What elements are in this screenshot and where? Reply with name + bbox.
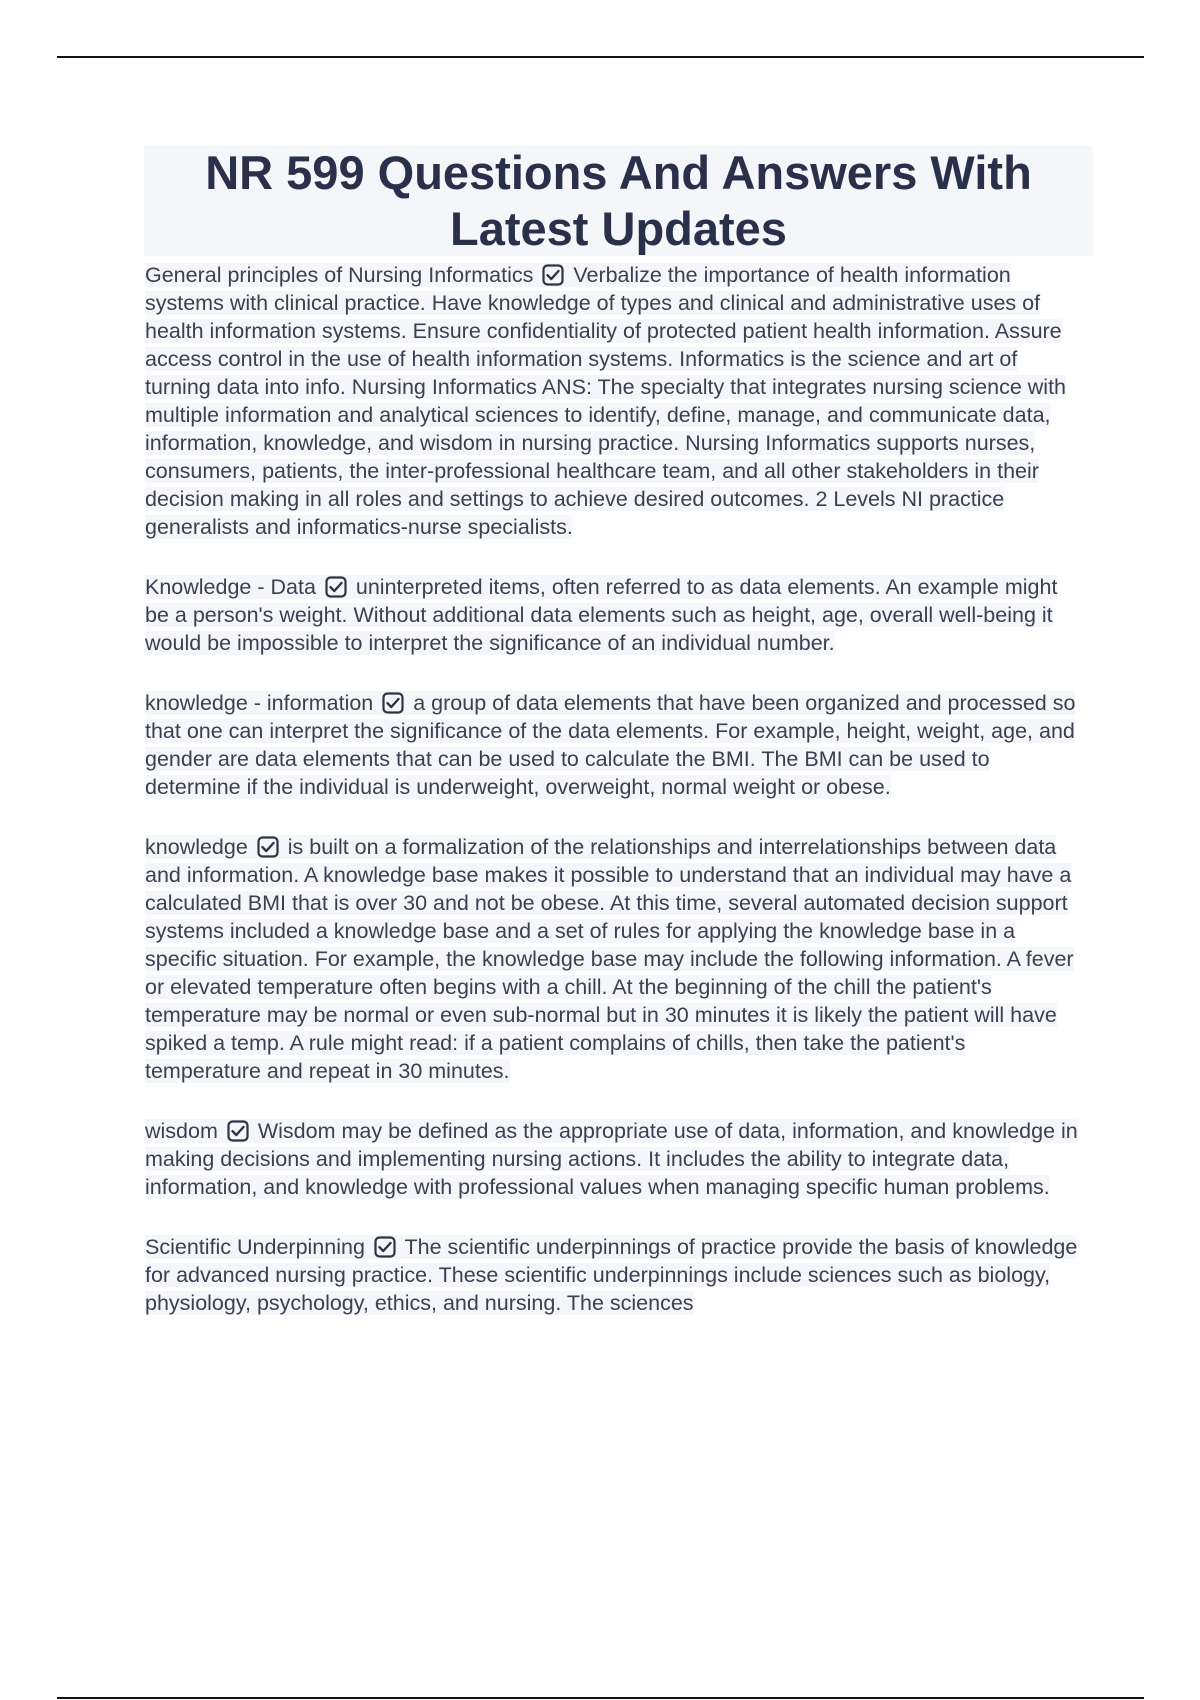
qa-list [145,261,1085,1349]
checked-box-icon [325,576,347,598]
qa-entry-nursing-informatics [145,261,1085,541]
qa-answer: is built on a formalization of the relationships and interrelationships between data and information. A knowledge base makes it possible to understand that an individual may have a calculated BMI that is over 30 and not be obese. At this time, several automated decision support systems included a knowledge base and a set of rules for applying the knowledge base in a specific situation. For example, the knowledge base may include the following information. A fever or elevated temperature often begins with a chill. At the beginning of the chill the patient's temperature may be normal or even sub-normal but in 30 minutes it is likely the patient will have spiked a temp. A rule might read: if a patient complains of chills, then take the patient's temperature and repeat in 30 minutes. [145,835,1074,1083]
checked-box-icon [374,1236,396,1258]
qa-term: General principles of Nursing Informatics [145,263,534,287]
qa-entry-scientific-underpinning [145,1233,1085,1317]
checked-box-icon [227,1120,249,1142]
checked-box-icon [382,692,404,714]
qa-entry-knowledge-data [145,573,1085,657]
qa-answer: Verbalize the importance of health information systems with clinical practice. Have knowledge of types and clinical and administrative uses of health information systems. Ensure confidentiality of protected patient health information. Assure access control in the use of health information systems. Informatics is the science and art of turning data into info. Nursing Informatics ANS: The specialty that integrates nursing science with multiple information and analytical sciences to identify, define, manage, and communicate data, information, knowledge, and wisdom in nursing practice. Nursing Informatics supports nurses, consumers, patients, the inter-professional healthcare team, and all other stakeholders in their decision making in all roles and settings to achieve desired outcomes. 2 Levels NI practice generalists and informatics-nurse specialists. [145,263,1066,539]
qa-answer: uninterpreted items, often referred to as data elements. An example might be a person's weight. Without additional data elements such as height, age, overall well-being it would be impossible to interpret the significance of an individual number. [145,575,1058,655]
document-title: NR 599 Questions And Answers With Latest Updates [205,146,1032,255]
qa-answer: a group of data elements that have been organized and processed so that one can interpret the significance of the data elements. For example, height, weight, age, and gender are data elements that can be used to calculate the BMI. The BMI can be used to determine if the individual is underweight, overweight, normal weight or obese. [145,691,1076,799]
checked-box-icon [257,836,279,858]
checked-box-icon [542,264,564,286]
qa-term: knowledge - information [145,691,374,715]
qa-term: knowledge [145,835,248,859]
qa-answer: The scientific underpinnings of practice provide the basis of knowledge for advanced nursing practice. These scientific underpinnings include sciences such as biology, physiology, psychology, ethics, and nursing. The sciences [145,1235,1078,1315]
qa-entry-knowledge-information [145,689,1085,801]
top-rule [57,56,1144,58]
qa-term: Scientific Underpinning [145,1235,365,1259]
qa-answer: Wisdom may be defined as the appropriate use of data, information, and knowledge in making decisions and implementing nursing actions. It includes the ability to integrate data, information, and knowledge with professional values when managing specific human problems. [145,1119,1078,1199]
qa-term: Knowledge - Data [145,575,316,599]
bottom-rule [57,1697,1144,1699]
qa-entry-wisdom [145,1117,1085,1201]
qa-term: wisdom [145,1119,218,1143]
qa-entry-knowledge [145,833,1085,1085]
